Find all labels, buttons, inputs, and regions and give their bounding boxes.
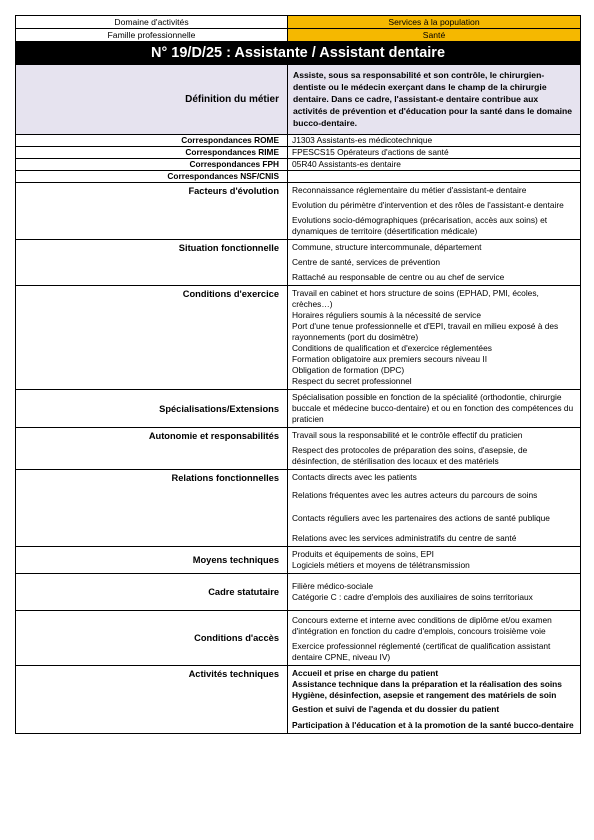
specialisations-label: Spécialisations/Extensions — [16, 390, 288, 428]
facteurs-label: Facteurs d'évolution — [16, 183, 288, 240]
corr-nsf-row — [16, 171, 581, 183]
autonomie-item: Travail sous la responsabilité et le contrôle effectif du praticien — [292, 430, 523, 440]
activites-item: Accueil et prise en charge du patient — [292, 668, 439, 678]
conditions-item: Port d'une tenue professionnelle et d'EPI, travail en milieu exposé à des rayonnements (port du dosimètre) — [292, 321, 559, 342]
conditions-item: Travail en cabinet et hors structure de soins (EPHAD, PMI, écoles, crèches…) — [292, 288, 539, 309]
conditions-row — [16, 286, 581, 390]
corr-rome-value: J1303 Assistants-es médicotechnique — [288, 135, 581, 147]
job-sheet-table — [15, 15, 581, 734]
acces-label: Conditions d'accès — [16, 611, 288, 666]
conditions-item: Conditions de qualification et d'exercice réglementées — [292, 343, 492, 353]
corr-nsf-value — [288, 171, 581, 183]
relations-row — [16, 470, 581, 547]
situation-content — [288, 240, 581, 286]
cadre-item: Catégorie C : cadre d'emplois des auxiliaires de soins territoriaux — [292, 592, 533, 602]
corr-rime-value: FPESCS15 Opérateurs d'actions de santé — [288, 147, 581, 159]
family-label: Famille professionnelle — [16, 29, 288, 42]
moyens-item: Logiciels métiers et moyens de télétransmission — [292, 560, 470, 570]
corr-fph-row — [16, 159, 581, 171]
facteurs-row — [16, 183, 581, 240]
activites-item: Assistance technique dans la préparation et la réalisation des soins — [292, 679, 562, 689]
corr-rime-row — [16, 147, 581, 159]
conditions-item: Obligation de formation (DPC) — [292, 365, 405, 375]
corr-rime-label: Correspondances RIME — [16, 147, 288, 159]
autonomie-row — [16, 428, 581, 470]
corr-nsf-label: Correspondances NSF/CNIS — [16, 171, 288, 183]
relations-content — [288, 470, 581, 547]
moyens-item: Produits et équipements de soins, EPI — [292, 549, 434, 559]
title-row — [16, 42, 581, 65]
conditions-content — [288, 286, 581, 390]
facteurs-content — [288, 183, 581, 240]
relations-item: Contacts réguliers avec les partenaires des actions de santé publique — [292, 513, 550, 523]
acces-content — [288, 611, 581, 666]
activites-item: Gestion et suivi de l'agenda et du dossier du patient — [292, 704, 500, 714]
definition-row — [16, 65, 581, 135]
situation-item: Centre de santé, services de prévention — [292, 257, 441, 267]
moyens-row — [16, 547, 581, 574]
conditions-item: Respect du secret professionnel — [292, 376, 412, 386]
moyens-content — [288, 547, 581, 574]
autonomie-label: Autonomie et responsabilités — [16, 428, 288, 470]
cadre-row — [16, 574, 581, 611]
facteurs-item: Evolutions socio-démographiques (précarisation, accès aux soins) et dynamiques de territoire (désertification médicale) — [292, 215, 548, 236]
family-value: Santé — [288, 29, 581, 42]
cadre-content — [288, 574, 581, 611]
conditions-item: Formation obligatoire aux premiers secours niveau II — [292, 354, 488, 364]
relations-item: Relations avec les services administratifs du centre de santé — [292, 533, 517, 543]
relations-label: Relations fonctionnelles — [16, 470, 288, 547]
domain-label: Domaine d'activités — [16, 16, 288, 29]
specialisations-row — [16, 390, 581, 428]
conditions-label: Conditions d'exercice — [16, 286, 288, 390]
activites-row — [16, 666, 581, 734]
page-title: N° 19/D/25 : Assistante / Assistant dentaire — [16, 42, 581, 65]
domain-row — [16, 16, 581, 29]
definition-text: Assiste, sous sa responsabilité et son contrôle, le chirurgien-dentiste ou le médecin exerçant dans le champ de la chirurgie dentaire. Dans ce cadre, l'assistant-e dentaire contribue aux activités de prévention et d'éducation pour la santé dans le domaine bucco-dentaire. — [288, 65, 581, 135]
specialisations-content — [288, 390, 581, 428]
corr-rome-label: Correspondances ROME — [16, 135, 288, 147]
activites-content — [288, 666, 581, 734]
acces-item: Concours externe et interne avec conditions de diplôme et/ou examen d'intégration en fonction du cadre d'emplois, concours troisième voie — [292, 615, 552, 636]
acces-item: Exercice professionnel réglementé (certificat de qualification assistant dentaire CPNE, niveau IV) — [292, 641, 551, 662]
facteurs-item: Reconnaissance réglementaire du métier d'assistant-e dentaire — [292, 185, 527, 195]
specialisations-item: Spécialisation possible en fonction de la spécialité (orthodontie, chirurgie buccale et médecine bucco-dentaire) et ou en fonction des compétences du praticien — [292, 392, 574, 424]
moyens-label: Moyens techniques — [16, 547, 288, 574]
domain-value: Services à la population — [288, 16, 581, 29]
activites-item: Participation à l'éducation et à la promotion de la santé bucco-dentaire — [292, 720, 574, 730]
autonomie-item: Respect des protocoles de préparation des soins, d'asepsie, de désinfection, de stérilisation des locaux et des matériels — [292, 445, 528, 466]
relations-item: Relations fréquentes avec les autres acteurs du parcours de soins — [292, 490, 538, 500]
job-sheet — [15, 15, 580, 734]
corr-fph-label: Correspondances FPH — [16, 159, 288, 171]
cadre-item: Filière médico-sociale — [292, 581, 373, 591]
situation-row — [16, 240, 581, 286]
activites-item: Hygiène, désinfection, asepsie et rangement des matériels de soin — [292, 690, 557, 700]
family-row — [16, 29, 581, 42]
corr-fph-value: 05R40 Assistants-es dentaire — [288, 159, 581, 171]
corr-rome-row — [16, 135, 581, 147]
situation-item: Rattaché au responsable de centre ou au chef de service — [292, 272, 505, 282]
definition-label: Définition du métier — [16, 65, 288, 135]
autonomie-content — [288, 428, 581, 470]
relations-item: Contacts directs avec les patients — [292, 472, 417, 482]
acces-row — [16, 611, 581, 666]
conditions-item: Horaires réguliers soumis à la nécessité de service — [292, 310, 481, 320]
cadre-label: Cadre statutaire — [16, 574, 288, 611]
facteurs-item: Evolution du périmètre d'intervention et des rôles de l'assistant-e dentaire — [292, 200, 564, 210]
activites-label: Activités techniques — [16, 666, 288, 734]
situation-label: Situation fonctionnelle — [16, 240, 288, 286]
situation-item: Commune, structure intercommunale, département — [292, 242, 482, 252]
